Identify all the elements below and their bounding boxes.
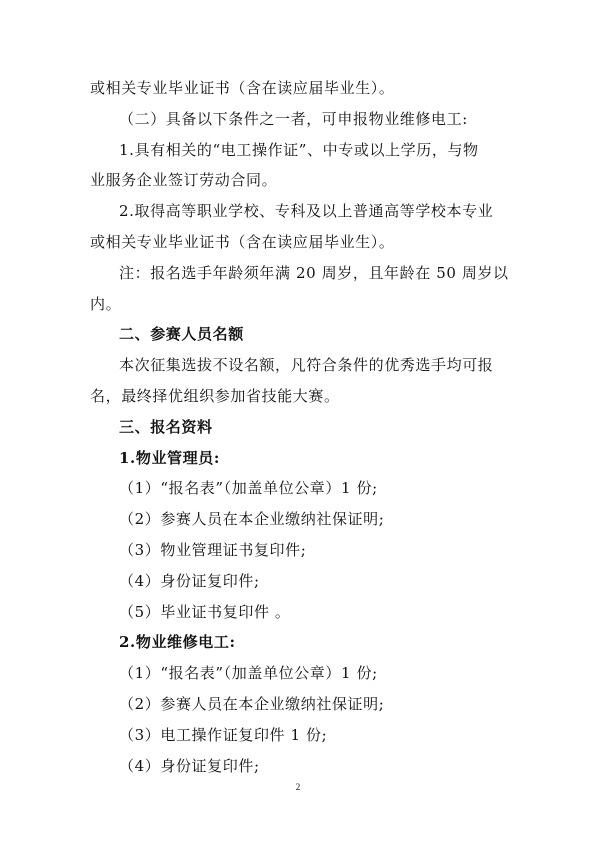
- text-line: （4）身份证复印件;: [119, 756, 260, 775]
- text-line: （1）“报名表”（加盖单位公章）1 份;: [119, 479, 378, 498]
- text-line: （二）具备以下条件之一者，可申报物业维修电工:: [119, 109, 468, 128]
- section-heading: 2.物业维修电工:: [119, 633, 236, 652]
- text-line: （4）身份证复印件;: [119, 571, 260, 590]
- text-line: （2）参赛人员在本企业缴纳社保证明;: [119, 510, 385, 529]
- section-heading: 1.物业管理员:: [119, 448, 220, 467]
- text-line: 或相关专业毕业证书（含在读应届毕业生）。: [90, 233, 395, 251]
- text-line: 内。: [90, 294, 122, 313]
- page-number: 2: [295, 782, 301, 792]
- text-line: 本次征集选拔不设名额，凡符合条件的优秀选手均可报: [119, 356, 494, 375]
- text-line: （2）参赛人员在本企业缴纳社保证明;: [119, 695, 385, 713]
- text-line: 1.具有相关的“电工操作证”、中专或以上学历，与物: [119, 140, 479, 159]
- text-line: 或相关专业毕业证书（含在读应届毕业生）。: [90, 79, 395, 97]
- section-heading: 三、报名资料: [119, 417, 213, 436]
- text-line: 名，最终择优组织参加省技能大赛。: [90, 387, 340, 405]
- text-line: 2.取得高等职业学校、专科及以上普通高等学校本专业: [119, 202, 494, 221]
- text-line: （3）电工操作证复印件 1 份;: [119, 725, 328, 744]
- section-heading: 二、参赛人员名额: [119, 325, 244, 344]
- text-line: 业服务企业签订劳动合同。: [90, 171, 278, 190]
- text-line: 注：报名选手年龄须年满 20 周岁，且年龄在 50 周岁以: [119, 263, 509, 282]
- text-line: （1）“报名表”（加盖单位公章）1 份;: [119, 664, 378, 683]
- text-line: （3）物业管理证书复印件;: [119, 541, 307, 559]
- text-line: （5）毕业证书复印件 。: [119, 602, 291, 621]
